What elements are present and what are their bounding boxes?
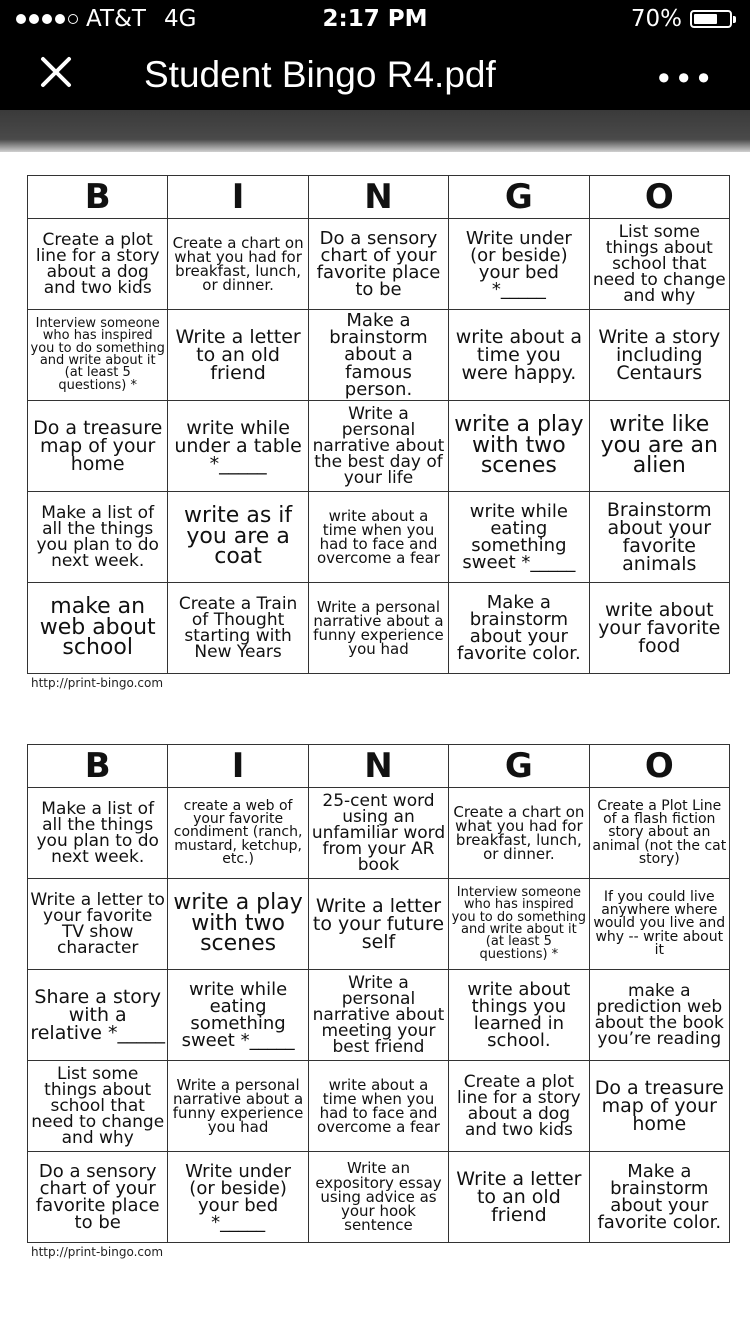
bingo-cell: Write under (or beside) your bed *_____ <box>168 1152 308 1243</box>
document-title: Student Bingo R4.pdf <box>144 54 496 95</box>
bingo-row <box>28 492 730 583</box>
bingo-cell: Write a letter to an old friend <box>168 310 308 401</box>
bingo-cell: Brainstorm about your favorite animals <box>589 492 729 583</box>
bingo-row <box>28 1152 730 1243</box>
bingo-grid <box>27 175 730 674</box>
column-header: G <box>449 745 589 788</box>
column-header: O <box>589 745 729 788</box>
bingo-card-1 <box>27 175 730 690</box>
bingo-cell: Do a sensory chart of your favorite place to be <box>308 219 448 310</box>
bingo-cell: Write under (or beside) your bed *_____ <box>449 219 589 310</box>
more-icon[interactable]: ••• <box>654 60 714 98</box>
bingo-cell: Do a treasure map of your home <box>589 1061 729 1152</box>
bingo-card-2 <box>27 744 730 1259</box>
document-toolbar <box>0 40 750 110</box>
column-header: N <box>308 176 448 219</box>
bingo-cell: Interview someone who has inspired you to do something and write about it (at least 5 questions) * <box>449 879 589 970</box>
bingo-cell: write about your favorite food <box>589 583 729 674</box>
bingo-row <box>28 401 730 492</box>
bingo-cell: write as if you are a coat <box>168 492 308 583</box>
bingo-cell: create a web of your favorite condiment (ranch, mustard, ketchup, etc.) <box>168 788 308 879</box>
bingo-cell: Share a story with a relative *_____ <box>28 970 168 1061</box>
bingo-cell: Do a treasure map of your home <box>28 401 168 492</box>
bingo-cell: Make a list of all the things you plan to do next week. <box>28 788 168 879</box>
bingo-cell: write about things you learned in school. <box>449 970 589 1061</box>
bingo-cell: Create a Plot Line of a flash fiction story about an animal (not the cat story) <box>589 788 729 879</box>
column-header: I <box>168 745 308 788</box>
bingo-cell: Create a chart on what you had for breakfast, lunch, or dinner. <box>168 219 308 310</box>
bingo-cell: Write a letter to your future self <box>308 879 448 970</box>
bingo-row <box>28 219 730 310</box>
bingo-cell: Make a brainstorm about a famous person. <box>308 310 448 401</box>
bingo-cell: make an web about school <box>28 583 168 674</box>
bingo-cell: Write a personal narrative about a funny experience you had <box>168 1061 308 1152</box>
battery-percent: 70% <box>630 6 682 32</box>
bingo-cell: Write a personal narrative about the best day of your life <box>308 401 448 492</box>
bingo-grid <box>27 744 730 1243</box>
column-header: I <box>168 176 308 219</box>
bingo-cell: write while under a table *_____ <box>168 401 308 492</box>
column-header: N <box>308 745 448 788</box>
bingo-cell: Create a Train of Thought starting with New Years <box>168 583 308 674</box>
source-url: http://print-bingo.com <box>31 676 164 690</box>
bingo-row <box>28 879 730 970</box>
bingo-cell: Make a list of all the things you plan to do next week. <box>28 492 168 583</box>
bingo-cell: Write a letter to an old friend <box>449 1152 589 1243</box>
battery-status <box>631 6 732 32</box>
column-header: B <box>28 176 168 219</box>
bingo-cell: List some things about school that need to change and why <box>28 1061 168 1152</box>
bingo-cell: Make a brainstorm about your favorite color. <box>449 583 589 674</box>
header-row <box>28 745 730 788</box>
bingo-cell: Write an expository essay using advice as your hook sentence <box>308 1152 448 1243</box>
bingo-cell: If you could live anywhere where would you live and why -- write about it <box>589 879 729 970</box>
close-icon[interactable] <box>38 54 74 90</box>
bingo-cell: Create a plot line for a story about a dog and two kids <box>449 1061 589 1152</box>
bingo-cell: Write a personal narrative about a funny experience you had <box>308 583 448 674</box>
bingo-row <box>28 1061 730 1152</box>
toolbar-shadow <box>0 110 750 152</box>
status-bar <box>0 0 750 40</box>
bingo-cell: 25-cent word using an unfamiliar word from your AR book <box>308 788 448 879</box>
bingo-row <box>28 788 730 879</box>
network-type: 4G <box>163 6 197 32</box>
bingo-cell: Write a letter to your favorite TV show character <box>28 879 168 970</box>
bingo-cell: Write a story including Centaurs <box>589 310 729 401</box>
bingo-cell: write a play with two scenes <box>449 401 589 492</box>
bingo-cell: write a play with two scenes <box>168 879 308 970</box>
bingo-row <box>28 583 730 674</box>
bingo-cell: List some things about school that need to change and why <box>589 219 729 310</box>
bingo-cell: Do a sensory chart of your favorite place to be <box>28 1152 168 1243</box>
bingo-cell: write while eating something sweet *_____ <box>168 970 308 1061</box>
bingo-cell: Write a personal narrative about meeting your best friend <box>308 970 448 1061</box>
bingo-cell: write like you are an alien <box>589 401 729 492</box>
source-url: http://print-bingo.com <box>31 1245 164 1259</box>
bingo-cell: Make a brainstorm about your favorite color. <box>589 1152 729 1243</box>
battery-icon <box>690 10 732 28</box>
bingo-cell: make a prediction web about the book you’re reading <box>589 970 729 1061</box>
column-header: B <box>28 745 168 788</box>
clock: 2:17 PM <box>322 6 428 32</box>
bingo-cell: Create a plot line for a story about a dog and two kids <box>28 219 168 310</box>
carrier-name: AT&T <box>86 6 146 32</box>
bingo-cell: write while eating something sweet *_____ <box>449 492 589 583</box>
bingo-cell: Interview someone who has inspired you to do something and write about it (at least 5 questions) * <box>28 310 168 401</box>
column-header: G <box>449 176 589 219</box>
header-row <box>28 176 730 219</box>
bingo-row <box>28 310 730 401</box>
column-header: O <box>589 176 729 219</box>
bingo-cell: write about a time when you had to face and overcome a fear <box>308 492 448 583</box>
bingo-cell: write about a time you were happy. <box>449 310 589 401</box>
bingo-row <box>28 970 730 1061</box>
pdf-page[interactable] <box>0 152 750 1334</box>
bingo-cell: Create a chart on what you had for breakfast, lunch, or dinner. <box>449 788 589 879</box>
bingo-cell: write about a time when you had to face and overcome a fear <box>308 1061 448 1152</box>
